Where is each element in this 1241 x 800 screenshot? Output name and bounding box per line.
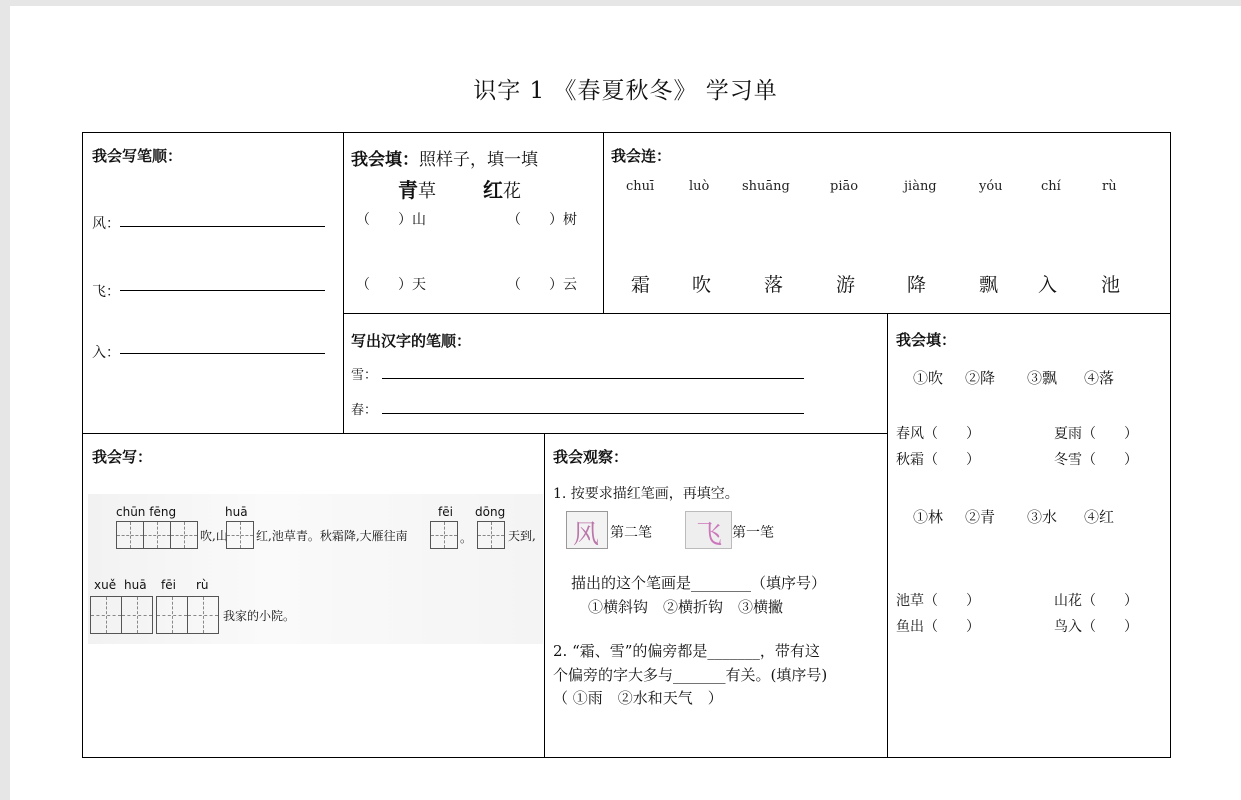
write-box-5[interactable]: [430, 521, 458, 549]
observe-img-fei-char: 飞: [696, 520, 723, 550]
observe-img-feng-label: 第二笔: [610, 525, 652, 541]
fill1-heading: 我会填：: [351, 150, 419, 170]
page-title: 识字 1 《春夏秋冬》 学习单: [473, 78, 778, 104]
write-text-period: 。: [460, 531, 473, 545]
write-box-3[interactable]: [170, 521, 198, 549]
write-text-xiaoyuan: 我家的小院。: [223, 609, 296, 623]
observe-img-fei: [685, 511, 732, 549]
write-pinyin-fei2: fēi: [161, 578, 176, 592]
fill2-opt-lin: ①林: [913, 508, 944, 526]
fill1-heading-row: [351, 145, 538, 170]
pinyin-piao[interactable]: piāo: [830, 179, 859, 194]
fill2-item-chicao[interactable]: 池草（ ）: [896, 593, 980, 609]
write-strokes-heading: 我会写笔顺：: [92, 147, 183, 165]
section-write-strokes: [82, 132, 344, 434]
stroke-order-label-xue: 雪：: [351, 368, 378, 383]
fill1-item-shan[interactable]: （ ）山: [356, 212, 426, 228]
fill1-example-a-bold: 青: [398, 178, 418, 202]
pinyin-luo[interactable]: luò: [689, 179, 710, 194]
write-box-6[interactable]: [477, 521, 505, 549]
write-box-7[interactable]: [90, 596, 122, 634]
write-pinyin-hua2: huā: [124, 578, 147, 592]
pinyin-jiang[interactable]: jiàng: [904, 179, 937, 194]
fill1-example-a-rest: 草: [418, 181, 436, 202]
write-box-8[interactable]: [121, 596, 153, 634]
pinyin-ru[interactable]: rù: [1102, 179, 1117, 194]
fill2-item-dongxue[interactable]: 冬雪（ ）: [1054, 452, 1138, 468]
section-connect: [603, 132, 1171, 314]
observe-q2-line2[interactable]: 个偏旁的字大多与_______有关。(填序号): [553, 666, 828, 684]
char-chui[interactable]: 吹: [692, 274, 712, 296]
fill2-heading: 我会填：: [896, 331, 957, 349]
fill2-opt-hong: ④红: [1084, 508, 1115, 526]
write-box-2[interactable]: [143, 521, 171, 549]
fill2-opt-qing: ②青: [965, 508, 996, 526]
stroke-line-ru[interactable]: [120, 353, 325, 354]
fill2-item-xiayu[interactable]: 夏雨（ ）: [1054, 426, 1138, 442]
pinyin-shuang[interactable]: shuāng: [742, 179, 790, 194]
char-piao[interactable]: 飘: [979, 274, 999, 296]
write-box-10[interactable]: [187, 596, 219, 634]
fill1-example-b-bold: 红: [483, 178, 503, 202]
observe-heading: 我会观察：: [553, 448, 629, 466]
observe-img-feng: [566, 511, 608, 549]
write-pinyin-ru: rù: [196, 578, 209, 592]
fill1-example-b: [483, 174, 521, 203]
observe-q2-line3: （ ①雨 ②水和天气 ）: [553, 689, 723, 707]
stroke-label-feng: 风：: [92, 216, 120, 232]
pinyin-chui[interactable]: chuī: [626, 179, 655, 194]
fill1-item-yun[interactable]: （ ）云: [507, 277, 577, 293]
write-text-chui-shan: 吹,山: [200, 529, 228, 543]
pinyin-you[interactable]: yóu: [979, 179, 1003, 194]
stroke-order-line-chun[interactable]: [382, 413, 804, 414]
fill2-opt-shui: ③水: [1027, 508, 1058, 526]
stroke-label-ru: 入：: [92, 345, 120, 361]
observe-q1-options: ①横斜钩 ②横折钩 ③横撇: [588, 598, 784, 616]
fill1-example-b-rest: 花: [503, 181, 521, 202]
observe-q1-fill[interactable]: 描出的这个笔画是________（填序号）: [571, 574, 827, 592]
stroke-order-heading: 写出汉字的笔顺：: [351, 332, 472, 350]
connect-heading: 我会连：: [611, 147, 672, 165]
fill1-item-tian[interactable]: （ ）天: [356, 277, 426, 293]
fill2-opt-jiang: ②降: [965, 369, 996, 387]
fill2-item-chunfeng[interactable]: 春风（ ）: [896, 426, 980, 442]
write-box-1[interactable]: [116, 521, 144, 549]
observe-img-feng-char: 风: [573, 520, 600, 550]
worksheet-page: [10, 6, 1241, 800]
write-pinyin-hua: huā: [225, 505, 248, 519]
fill2-opt-luo: ④落: [1084, 369, 1115, 387]
observe-q2-line1[interactable]: 2. “霜、雪”的偏旁都是_______，带有这: [553, 642, 820, 660]
fill2-item-niaoru[interactable]: 鸟入（ ）: [1054, 619, 1138, 635]
char-luo[interactable]: 落: [764, 274, 784, 296]
write-pinyin-dong: dōng: [475, 505, 506, 519]
fill2-item-yuchu[interactable]: 鱼出（ ）: [896, 619, 980, 635]
fill1-item-shu[interactable]: （ ）树: [507, 212, 577, 228]
fill2-item-shanhua[interactable]: 山花（ ）: [1054, 593, 1138, 609]
observe-q1: 1. 按要求描红笔画，再填空。: [553, 486, 739, 502]
char-chi[interactable]: 池: [1101, 274, 1121, 296]
stroke-line-feng[interactable]: [120, 226, 325, 227]
write-text-middle: 红,池草青。秋霜降,大雁往南: [256, 529, 408, 543]
fill2-item-qiushuang[interactable]: 秋霜（ ）: [896, 452, 980, 468]
write-box-4[interactable]: [226, 521, 254, 549]
char-you[interactable]: 游: [836, 274, 856, 296]
pinyin-chi[interactable]: chí: [1041, 179, 1061, 194]
write-heading: 我会写：: [92, 448, 153, 466]
write-text-tiandao: 天到,: [508, 529, 536, 543]
char-shuang[interactable]: 霜: [631, 274, 651, 296]
write-pinyin-fei: fēi: [438, 505, 453, 519]
observe-img-fei-label: 第一笔: [732, 525, 774, 541]
write-pinyin-xue: xuě: [94, 578, 117, 592]
fill2-opt-chui: ①吹: [913, 369, 944, 387]
fill1-example-a: [398, 174, 436, 203]
char-jiang[interactable]: 降: [907, 274, 927, 296]
fill1-instruction: 照样子，填一填: [419, 150, 538, 170]
fill2-opt-piao: ③飘: [1027, 369, 1058, 387]
write-box-9[interactable]: [156, 596, 188, 634]
stroke-order-label-chun: 春：: [351, 403, 378, 418]
stroke-order-line-xue[interactable]: [382, 378, 804, 379]
stroke-line-fei[interactable]: [120, 290, 325, 291]
stroke-label-fei: 飞：: [92, 284, 120, 300]
char-ru[interactable]: 入: [1038, 274, 1058, 296]
write-pinyin-chunfeng: chūn fēng: [116, 505, 177, 519]
